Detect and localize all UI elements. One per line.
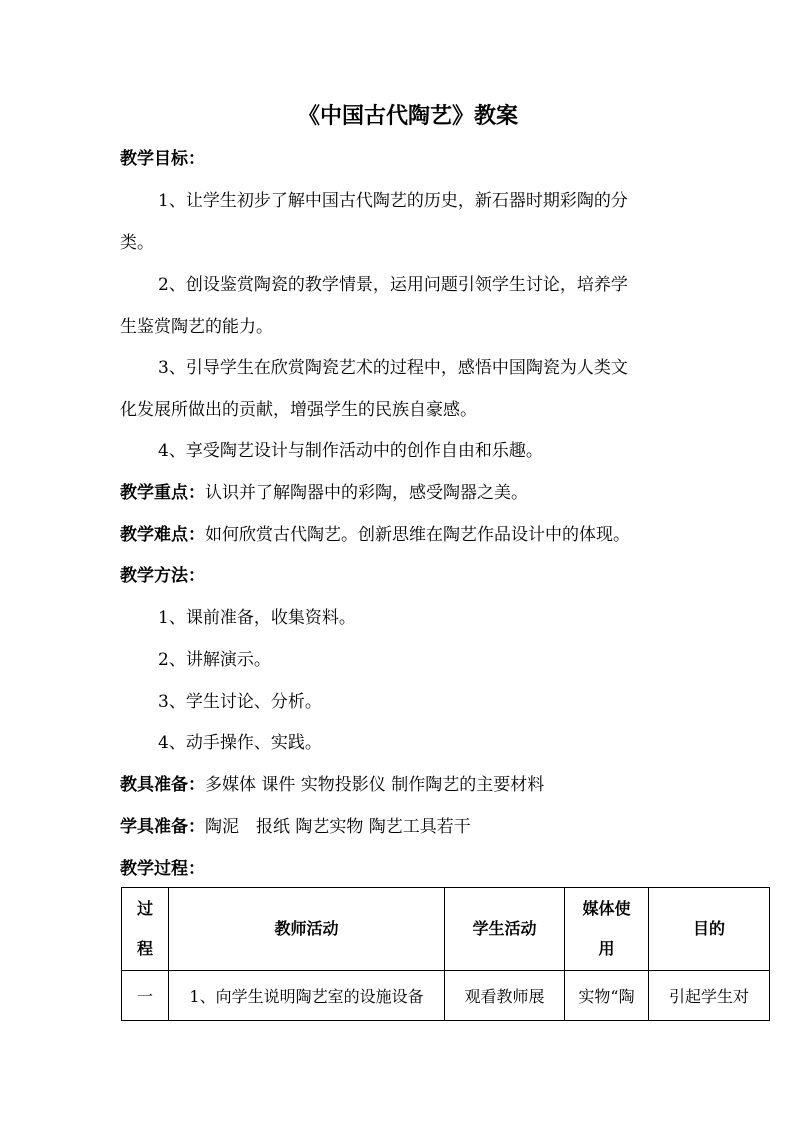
difficulty — [120, 523, 680, 547]
methods-heading: 教学方法： — [120, 566, 205, 586]
header-stage — [122, 888, 169, 971]
key-point-text: 认识并了解陶器中的彩陶，感受陶器之美。 — [205, 483, 528, 503]
objective-1-line1: 1、让学生初步了解中国古代陶艺的历史，新石器时期彩陶的分 — [158, 191, 628, 211]
student-tools-label: 学具准备： — [120, 817, 205, 837]
method-3: 3、学生讨论、分析。 — [158, 692, 322, 712]
key-point-label: 教学重点： — [120, 483, 205, 503]
key-point — [120, 481, 680, 505]
objective-3-line1: 3、引导学生在欣赏陶瓷艺术的过程中，感悟中国陶瓷为人类文 — [158, 358, 628, 378]
objective-2-line2: 生鉴赏陶艺的能力。 — [120, 317, 273, 337]
student-tools-text: 陶泥 报纸 陶艺实物 陶艺工具若干 — [205, 817, 471, 837]
teacher-tools — [120, 773, 680, 797]
cell-stage: 一 — [122, 971, 169, 1021]
objectives-heading: 教学目标： — [120, 149, 205, 169]
table-header-row — [122, 888, 770, 971]
document-title: 《中国古代陶艺》教案 — [297, 103, 518, 129]
teacher-tools-label: 教具准备： — [120, 775, 205, 795]
student-tools — [120, 815, 680, 839]
cell-purpose: 引起学生对 — [649, 971, 770, 1021]
method-1: 1、课前准备，收集资料。 — [158, 608, 356, 628]
process-heading: 教学过程： — [120, 859, 205, 879]
header-teacher-activity: 教师活动 — [169, 888, 445, 971]
teacher-tools-text: 多媒体 课件 实物投影仪 制作陶艺的主要材料 — [205, 775, 545, 795]
difficulty-label: 教学难点： — [120, 525, 205, 545]
objective-4: 4、享受陶艺设计与制作活动中的创作自由和乐趣。 — [158, 441, 543, 461]
header-purpose: 目的 — [649, 888, 770, 971]
header-student-activity: 学生活动 — [445, 888, 565, 971]
teaching-process-table — [121, 887, 770, 1021]
cell-media: 实物“陶 — [565, 971, 649, 1021]
header-media — [565, 888, 649, 971]
difficulty-text: 如何欣赏古代陶艺。创新思维在陶艺作品设计中的体现。 — [205, 525, 630, 545]
header-stage-line1: 过 — [136, 899, 153, 918]
method-4: 4、动手操作、实践。 — [158, 733, 322, 753]
objective-3-line2: 化发展所做出的贡献，增强学生的民族自豪感。 — [120, 400, 477, 420]
table-row — [122, 971, 770, 1021]
header-media-line1: 媒体使 — [582, 899, 631, 918]
cell-student-activity: 观看教师展 — [445, 971, 565, 1021]
header-stage-line2: 程 — [136, 939, 153, 958]
header-media-line2: 用 — [598, 939, 615, 958]
objective-1-line2: 类。 — [120, 233, 154, 253]
method-2: 2、讲解演示。 — [158, 650, 271, 670]
cell-teacher-activity: 1、向学生说明陶艺室的设施设备 — [169, 971, 445, 1021]
objective-2-line1: 2、创设鉴赏陶瓷的教学情景，运用问题引领学生讨论，培养学 — [158, 275, 628, 295]
